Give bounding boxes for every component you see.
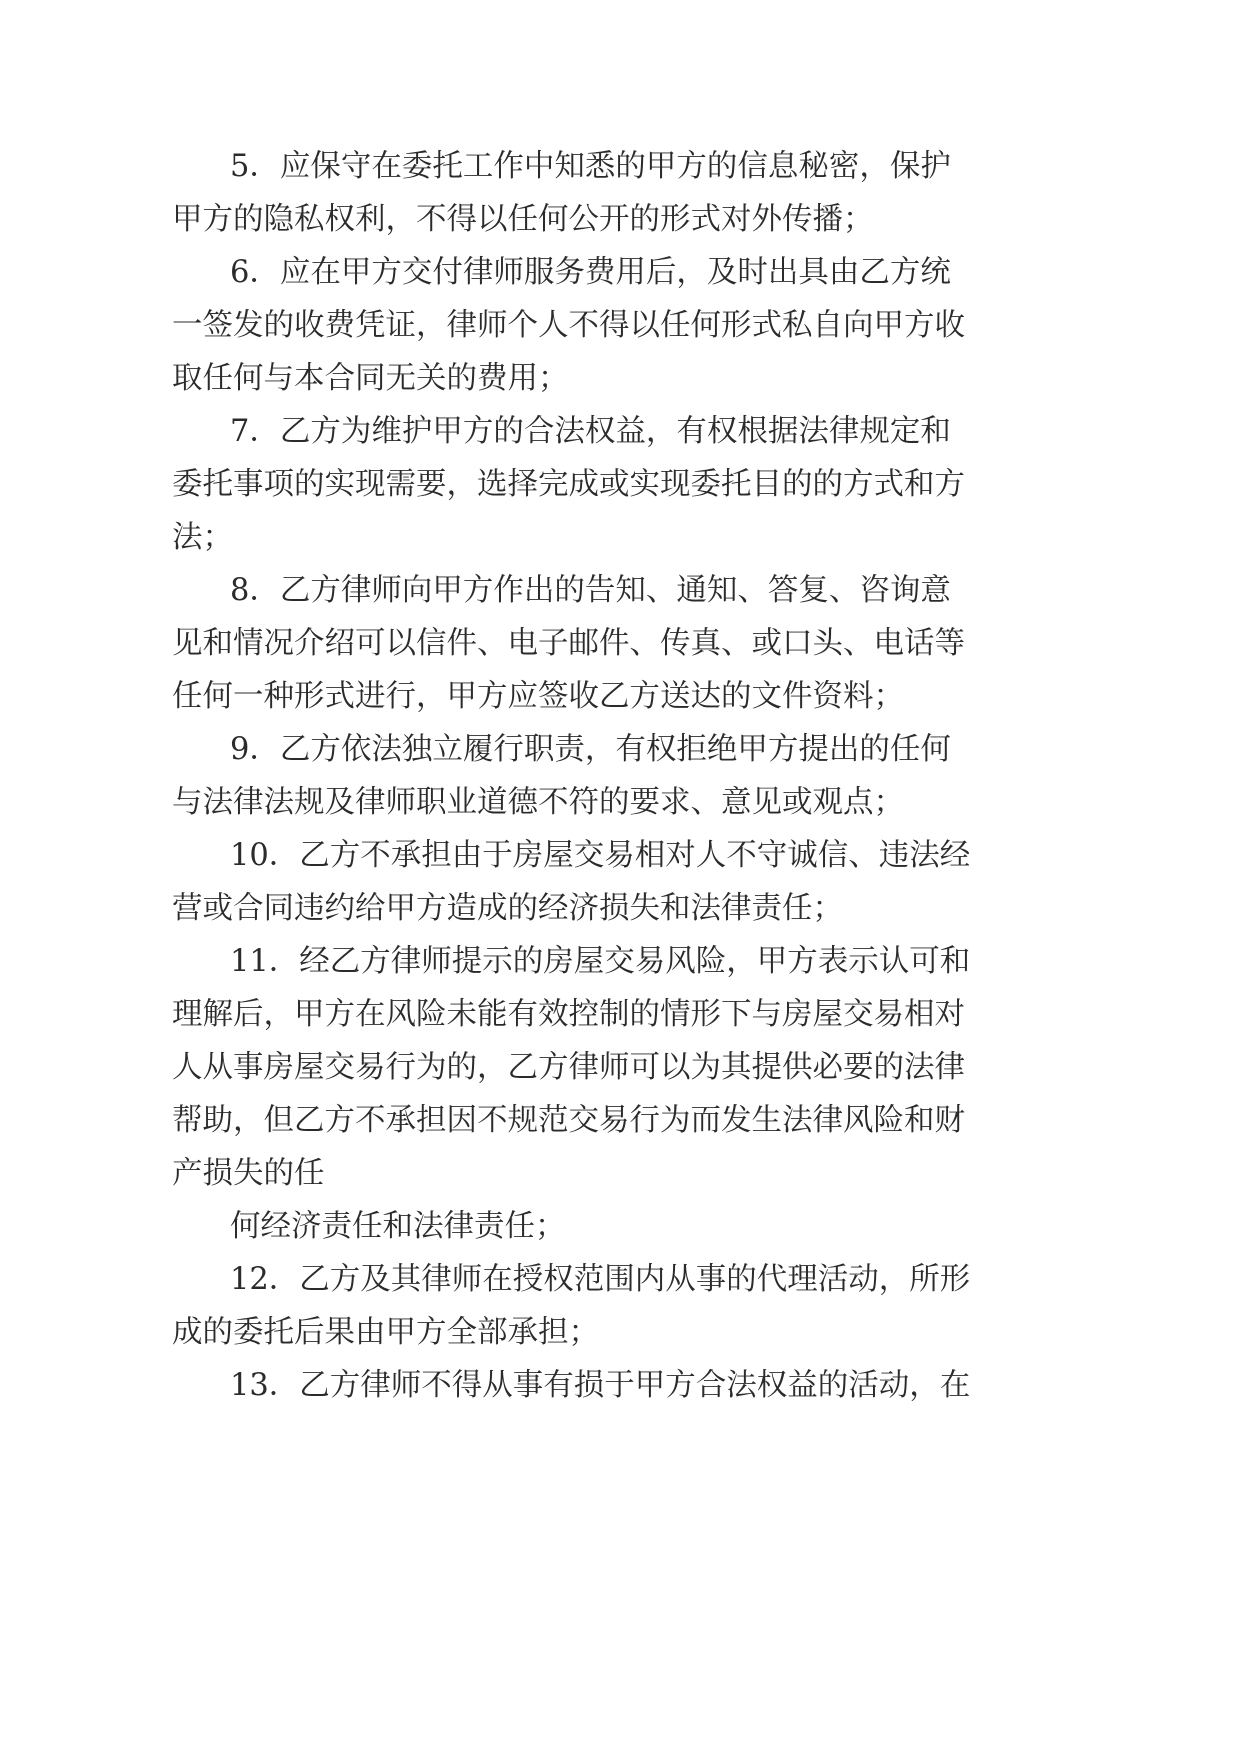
text-line: 12．乙方及其律师在授权范围内从事的代理活动，所形 xyxy=(230,1262,971,1297)
text-line: 6．应在甲方交付律师服务费用后，及时出具由乙方统 xyxy=(230,255,951,290)
text-line: 委托事项的实现需要，选择完成或实现委托目的的方式和方 xyxy=(172,467,965,502)
text-line: 11．经乙方律师提示的房屋交易风险，甲方表示认可和 xyxy=(230,944,971,979)
text-line: 人从事房屋交易行为的，乙方律师可以为其提供必要的法律 xyxy=(172,1050,965,1085)
text-line: 7．乙方为维护甲方的合法权益，有权根据法律规定和 xyxy=(230,414,951,449)
text-line: 取任何与本合同无关的费用； xyxy=(172,361,569,396)
text-line: 一签发的收费凭证，律师个人不得以任何形式私自向甲方收 xyxy=(172,308,965,343)
text-line: 见和情况介绍可以信件、电子邮件、传真、或口头、电话等 xyxy=(172,626,965,661)
text-line: 与法律法规及律师职业道德不符的要求、意见或观点； xyxy=(172,785,904,820)
text-line: 甲方的隐私权利，不得以任何公开的形式对外传播； xyxy=(172,202,874,237)
text-line: 何经济责任和法律责任； xyxy=(230,1209,566,1244)
text-line: 9．乙方依法独立履行职责，有权拒绝甲方提出的任何 xyxy=(230,732,951,767)
text-line: 任何一种形式进行，甲方应签收乙方送达的文件资料； xyxy=(172,679,904,714)
text-line: 营或合同违约给甲方造成的经济损失和法律责任； xyxy=(172,891,843,926)
text-line: 13．乙方律师不得从事有损于甲方合法权益的活动，在 xyxy=(230,1368,971,1403)
text-line: 产损失的任 xyxy=(172,1156,325,1191)
text-line: 5．应保守在委托工作中知悉的甲方的信息秘密，保护 xyxy=(230,149,951,184)
text-line: 理解后，甲方在风险未能有效控制的情形下与房屋交易相对 xyxy=(172,997,965,1032)
text-line: 10．乙方不承担由于房屋交易相对人不守诚信、违法经 xyxy=(230,838,971,873)
text-line: 8．乙方律师向甲方作出的告知、通知、答复、咨询意 xyxy=(230,573,951,608)
text-line: 帮助，但乙方不承担因不规范交易行为而发生法律风险和财 xyxy=(172,1103,965,1138)
text-line: 法； xyxy=(172,520,233,555)
text-line: 成的委托后果由甲方全部承担； xyxy=(172,1315,599,1350)
